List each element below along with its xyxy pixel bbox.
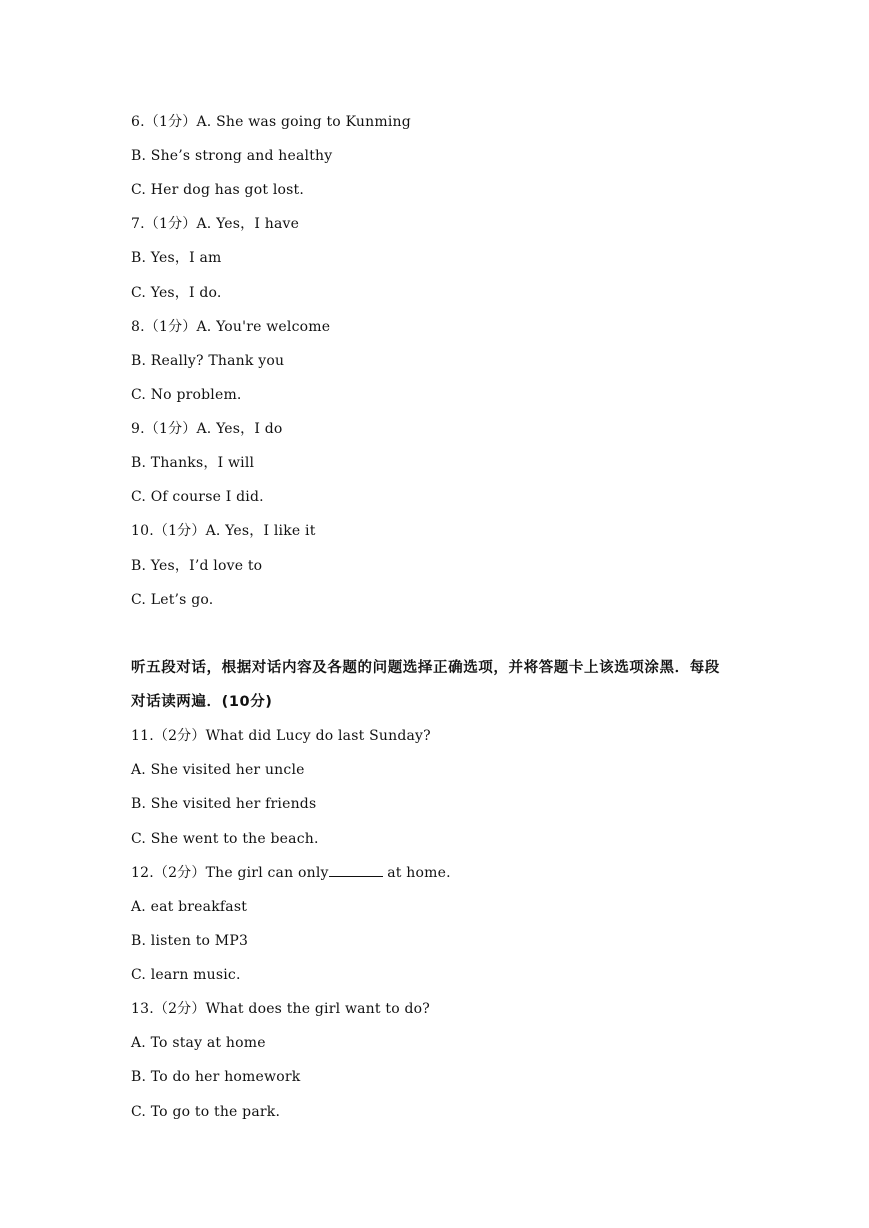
question-8: 8.（1分）A. You're welcome xyxy=(131,319,331,335)
question-8-option-b: B. Really? Thank you xyxy=(131,353,285,369)
question-12-option-a: A. eat breakfast xyxy=(131,899,248,915)
question-13-option-a: A. To stay at home xyxy=(131,1035,266,1051)
question-13-option-b: B. To do her homework xyxy=(131,1069,301,1085)
question-12-option-b: B. listen to MP3 xyxy=(131,933,249,949)
question-9: 9.（1分）A. Yes，I do xyxy=(131,421,283,437)
question-12 xyxy=(131,864,451,882)
question-9-option-b: B. Thanks，I will xyxy=(131,455,255,471)
question-7-option-c: C. Yes，I do. xyxy=(131,285,222,301)
question-10-option-b: B. Yes，I’d love to xyxy=(131,558,263,574)
question-13: 13.（2分）What does the girl want to do? xyxy=(131,1001,430,1017)
question-11-option-a: A. She visited her uncle xyxy=(131,762,305,778)
question-11-option-b: B. She visited her friends xyxy=(131,796,317,812)
question-10: 10.（1分）A. Yes，I like it xyxy=(131,523,316,539)
question-8-option-c: C. No problem. xyxy=(131,387,242,403)
section-heading-line-1: 听五段对话，根据对话内容及各题的问题选择正确选项，并将答题卡上该选项涂黑．每段 xyxy=(131,660,720,676)
section-heading-line-2: 对话读两遍．(10分) xyxy=(131,694,273,710)
question-12-text-before: 12.（2分）The girl can only xyxy=(131,865,329,881)
question-6-option-b: B. She’s strong and healthy xyxy=(131,148,333,164)
question-7-option-b: B. Yes，I am xyxy=(131,250,222,266)
answer-blank xyxy=(329,864,383,877)
question-12-option-c: C. learn music. xyxy=(131,967,241,983)
question-9-option-c: C. Of course I did. xyxy=(131,489,264,505)
question-12-text-after: at home. xyxy=(382,865,451,881)
question-10-option-c: C. Let’s go. xyxy=(131,592,214,608)
question-7: 7.（1分）A. Yes，I have xyxy=(131,216,300,232)
question-6-option-c: C. Her dog has got lost. xyxy=(131,182,304,198)
question-11-option-c: C. She went to the beach. xyxy=(131,831,319,847)
question-6: 6.（1分）A. She was going to Kunming xyxy=(131,114,411,130)
question-13-option-c: C. To go to the park. xyxy=(131,1104,281,1120)
question-11: 11.（2分）What did Lucy do last Sunday? xyxy=(131,728,431,744)
